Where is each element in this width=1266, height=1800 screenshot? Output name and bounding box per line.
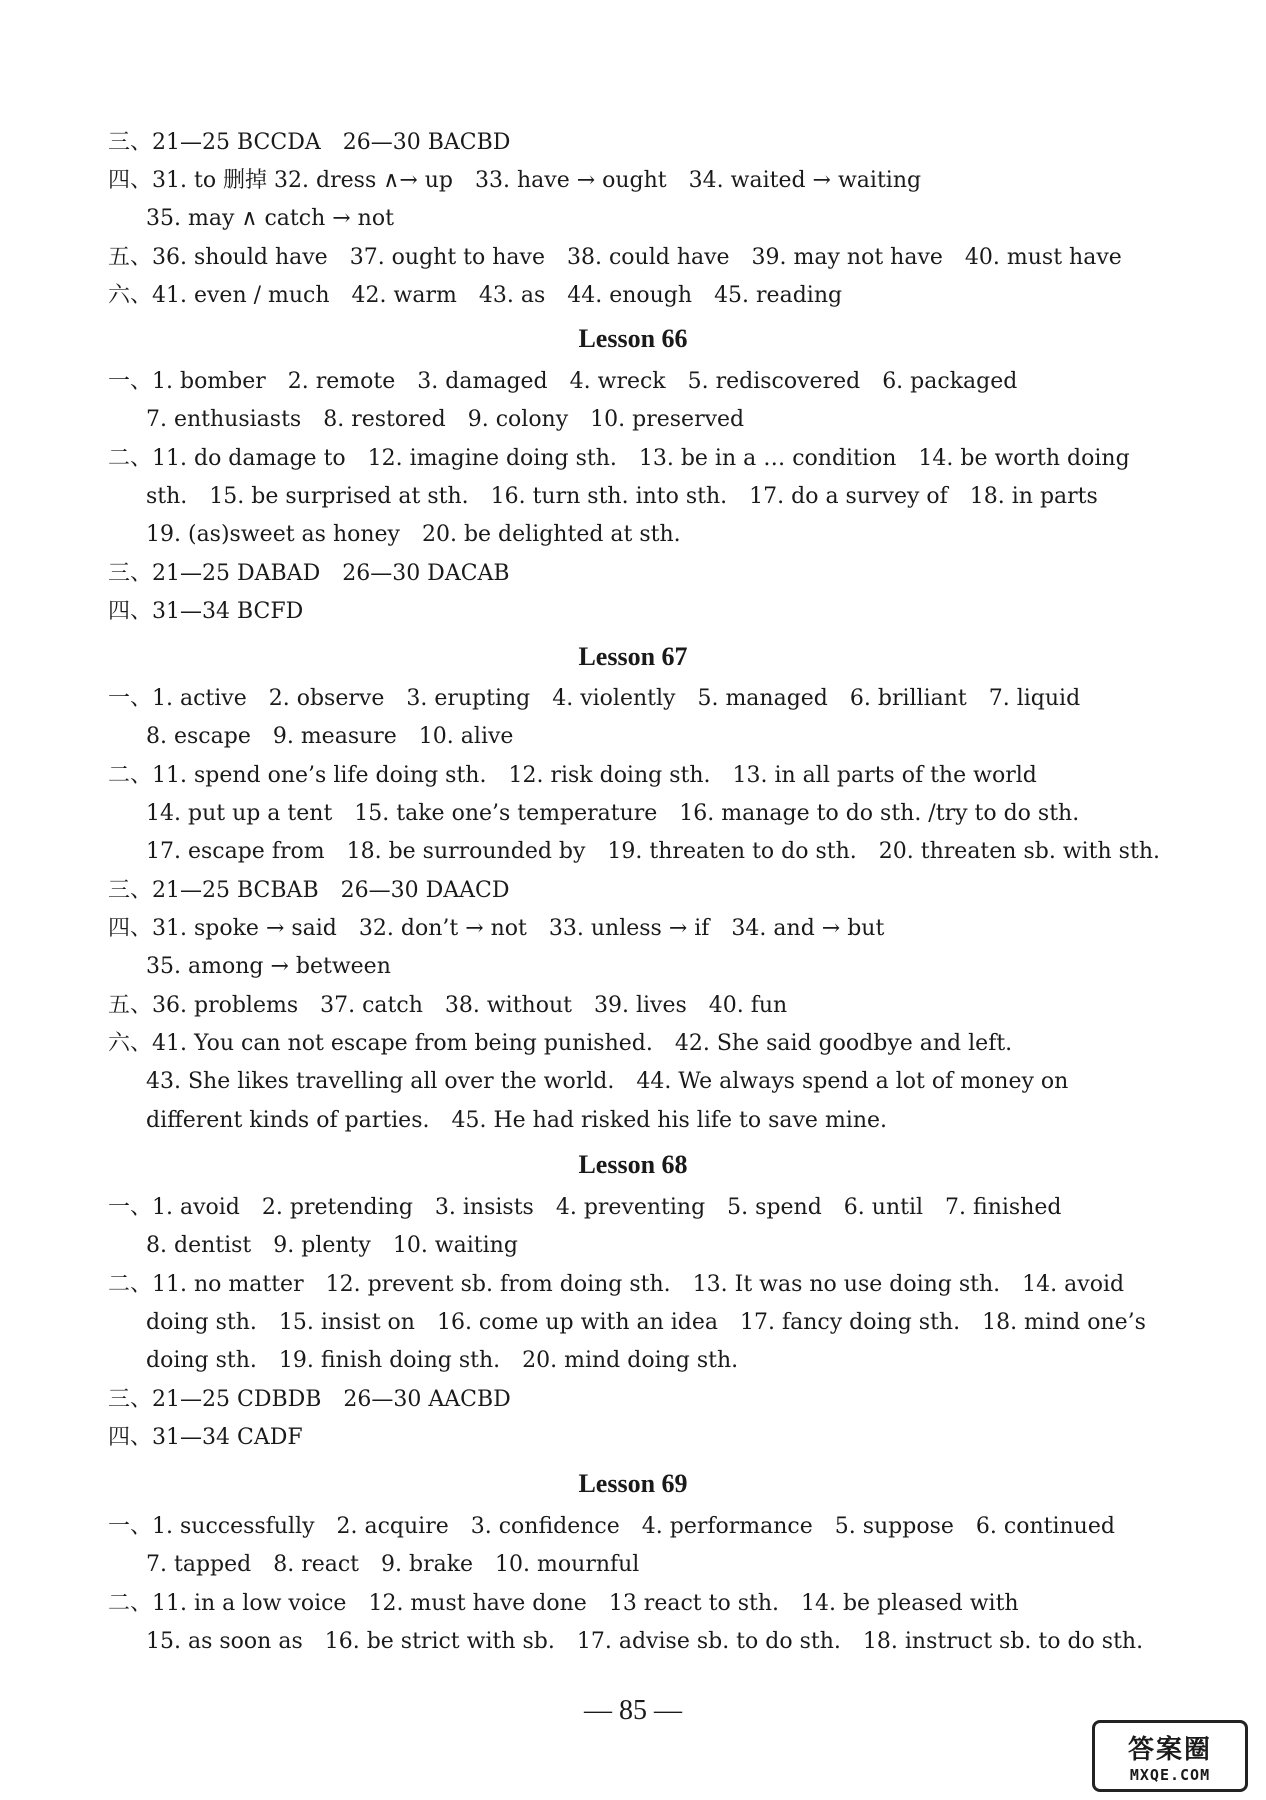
answer-line: 一、1. avoid 2. pretending 3. insists 4. preventing 5. spend 6. until 7. finished: [108, 1195, 1062, 1220]
lesson-heading: Lesson 66: [578, 324, 688, 353]
answer-line: 三、21—25 CDBDB 26—30 AACBD: [108, 1387, 511, 1412]
site-watermark-logo: [1092, 1720, 1248, 1792]
answer-line: 四、31—34 CADF: [108, 1425, 303, 1450]
answer-line: doing sth. 19. finish doing sth. 20. mind doing sth.: [146, 1348, 739, 1373]
answer-line: 19. (as)sweet as honey 20. be delighted at sth.: [146, 522, 681, 547]
answer-line: 一、1. successfully 2. acquire 3. confidence 4. performance 5. suppose 6. continued: [108, 1514, 1115, 1539]
answer-line: 三、21—25 BCCDA 26—30 BACBD: [108, 130, 511, 155]
answer-line: 7. tapped 8. react 9. brake 10. mournful: [146, 1552, 640, 1577]
answer-line: 二、11. do damage to 12. imagine doing sth. 13. be in a … condition 14. be worth doing: [108, 446, 1130, 471]
answer-line: 四、31. spoke → said 32. don’t → not 33. unless → if 34. and → but: [108, 916, 885, 941]
lesson-heading: Lesson 69: [578, 1469, 688, 1498]
answer-line: 43. She likes travelling all over the world. 44. We always spend a lot of money on: [146, 1069, 1069, 1094]
answer-line: sth. 15. be surprised at sth. 16. turn sth. into sth. 17. do a survey of 18. in parts: [146, 484, 1098, 509]
watermark-top-text: 答案圈: [1127, 1734, 1212, 1765]
answer-line: 8. dentist 9. plenty 10. waiting: [146, 1233, 518, 1258]
answer-line: 二、11. no matter 12. prevent sb. from doing sth. 13. It was no use doing sth. 14. avoid: [108, 1272, 1125, 1297]
lesson-heading: Lesson 67: [578, 642, 688, 671]
answer-line: 五、36. problems 37. catch 38. without 39. lives 40. fun: [108, 993, 788, 1018]
answer-line: different kinds of parties. 45. He had risked his life to save mine.: [146, 1108, 888, 1133]
answer-line: 一、1. bomber 2. remote 3. damaged 4. wreck 5. rediscovered 6. packaged: [108, 369, 1018, 394]
answer-line: 二、11. spend one’s life doing sth. 12. risk doing sth. 13. in all parts of the world: [108, 763, 1037, 788]
answer-line: 35. may ∧ catch → not: [146, 206, 394, 231]
answer-line: 五、36. should have 37. ought to have 38. could have 39. may not have 40. must have: [108, 245, 1122, 270]
answer-line: 四、31. to 删掉 32. dress ∧→ up 33. have → ought 34. waited → waiting: [108, 168, 922, 193]
watermark-bottom-text: MXQE.COM: [1129, 1765, 1211, 1784]
answer-line: 17. escape from 18. be surrounded by 19. threaten to do sth. 20. threaten sb. with sth.: [146, 839, 1160, 864]
lesson-heading: Lesson 68: [578, 1150, 688, 1179]
answer-line: 15. as soon as 16. be strict with sb. 17. advise sb. to do sth. 18. instruct sb. to do sth.: [146, 1629, 1144, 1654]
answer-line: 三、21—25 DABAD 26—30 DACAB: [108, 561, 510, 586]
answer-line: 二、11. in a low voice 12. must have done 13 react to sth. 14. be pleased with: [108, 1591, 1019, 1616]
page-number: — 85 —: [584, 1695, 682, 1726]
answer-line: 六、41. You can not escape from being punished. 42. She said goodbye and left.: [108, 1031, 1013, 1056]
answer-line: 35. among → between: [146, 954, 391, 979]
answer-line: 三、21—25 BCBAB 26—30 DAACD: [108, 878, 510, 903]
answer-line: 六、41. even / much 42. warm 43. as 44. enough 45. reading: [108, 283, 843, 308]
answer-line: doing sth. 15. insist on 16. come up with an idea 17. fancy doing sth. 18. mind one’s: [146, 1310, 1146, 1335]
answer-line: 7. enthusiasts 8. restored 9. colony 10. preserved: [146, 407, 745, 432]
answer-line: 8. escape 9. measure 10. alive: [146, 724, 514, 749]
answer-line: 一、1. active 2. observe 3. erupting 4. violently 5. managed 6. brilliant 7. liquid: [108, 686, 1081, 711]
answer-line: 14. put up a tent 15. take one’s temperature 16. manage to do sth. /try to do sth.: [146, 801, 1080, 826]
answer-line: 四、31—34 BCFD: [108, 599, 304, 624]
